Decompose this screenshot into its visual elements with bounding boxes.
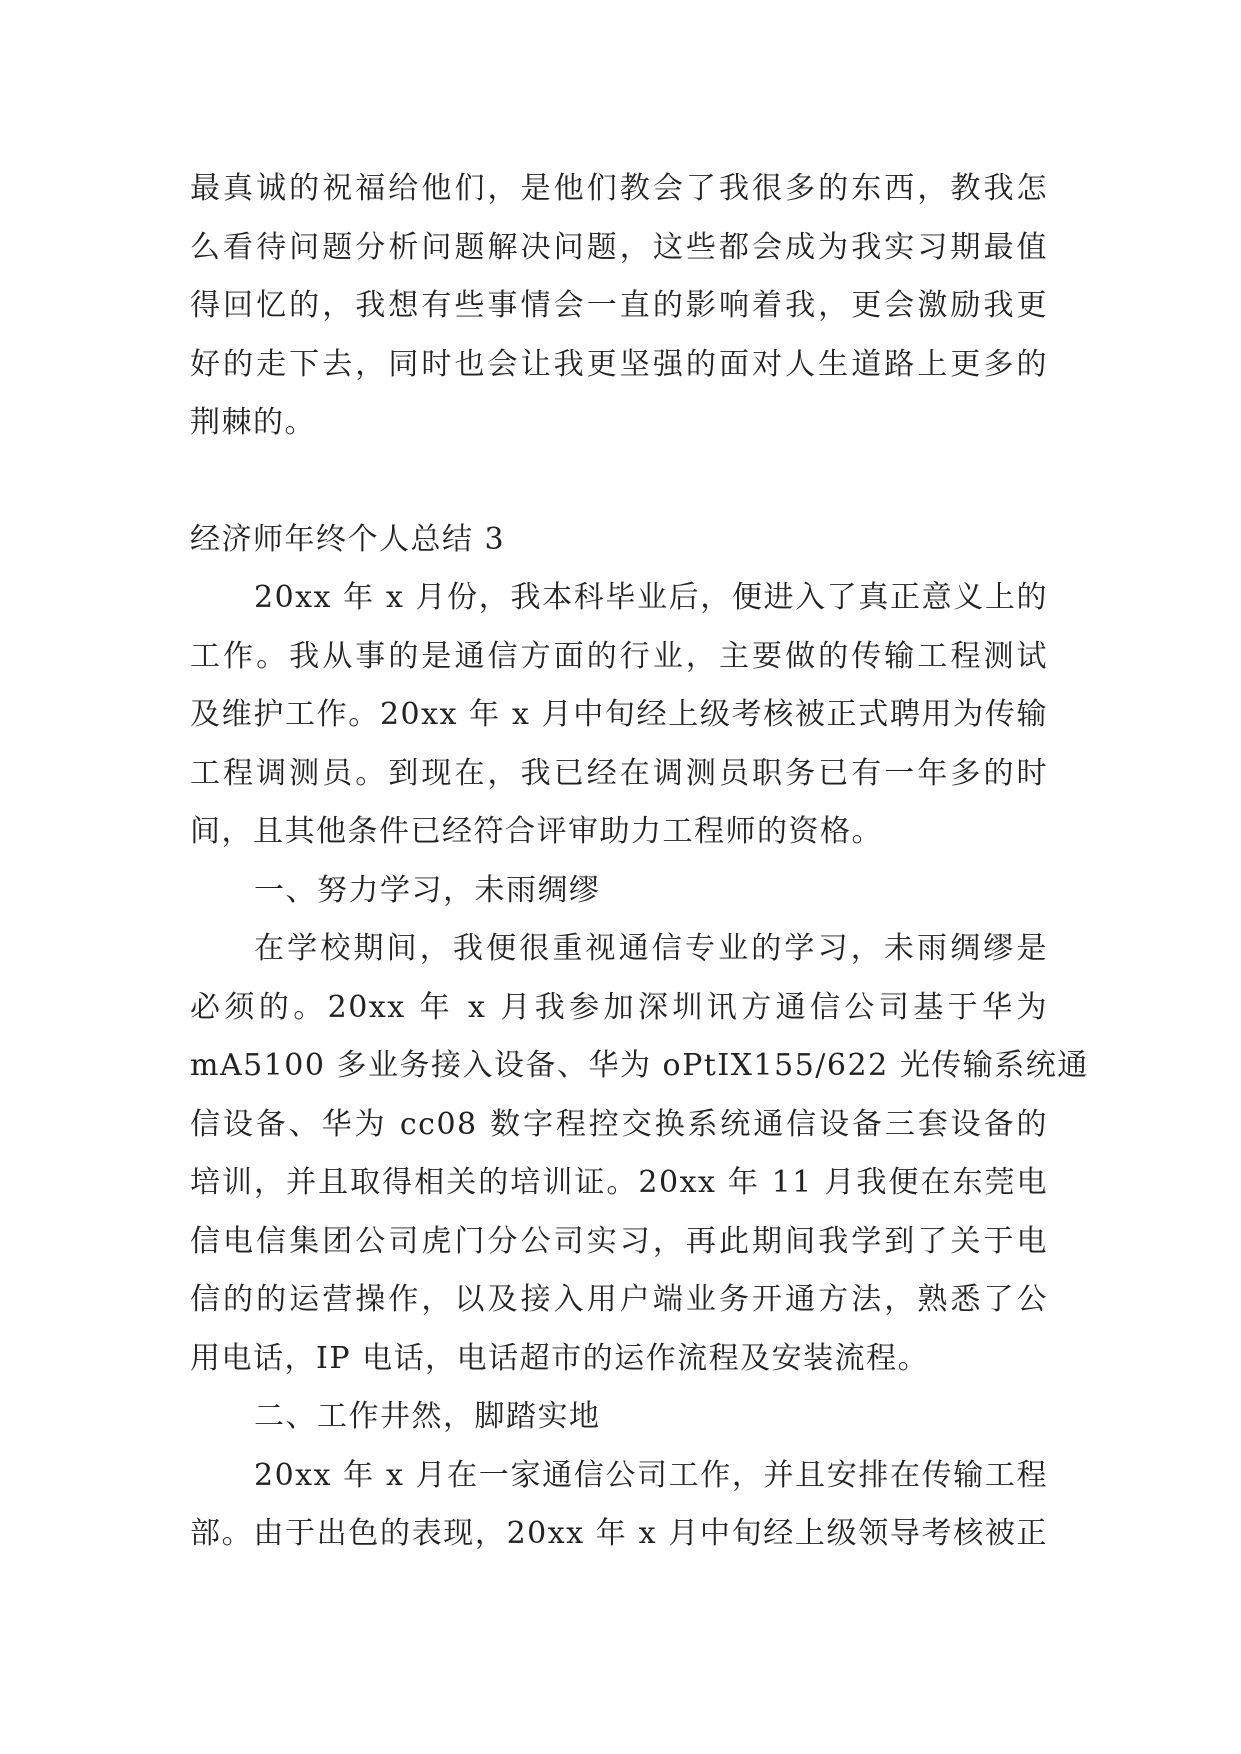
heading-2: 二、工作井然，脚踏实地 bbox=[254, 1399, 601, 1434]
text-line: 信设备、华为 cc08 数字程控交换系统通信设备三套设备的 bbox=[190, 1106, 1048, 1142]
paragraph-1 bbox=[190, 569, 1048, 862]
text-line: 信电信集团公司虎门分公司实习，再此期间我学到了关于电 bbox=[190, 1223, 1048, 1259]
text-line: 培训，并且取得相关的培训证。20xx 年 11 月我便在东莞电 bbox=[190, 1165, 1048, 1200]
text-line: 信的的运营操作，以及接入用户端业务开通方法，熟悉了公 bbox=[190, 1282, 1048, 1317]
paragraph-2 bbox=[190, 920, 1089, 1388]
text-line: 么看待问题分析问题解决问题，这些都会成为我实习期最值 bbox=[190, 229, 1048, 265]
paragraph-3 bbox=[190, 1447, 1048, 1564]
paragraph-gap bbox=[190, 453, 1048, 511]
text-line: 必须的。20xx 年 x 月我参加深圳讯方通信公司基于华为 bbox=[190, 989, 1048, 1025]
text-line: 好的走下去，同时也会让我更坚强的面对人生道路上更多的 bbox=[190, 346, 1048, 382]
document-body bbox=[190, 160, 1089, 1564]
text-line: 荆棘的。 bbox=[190, 405, 316, 440]
text-line: 得回忆的，我想有些事情会一直的影响着我，更会激励我更 bbox=[190, 288, 1048, 323]
text-line: 20xx 年 x 月份，我本科毕业后，便进入了真正意义上的 bbox=[254, 580, 1048, 615]
text-line: 及维护工作。20xx 年 x 月中旬经上级考核被正式聘用为传输 bbox=[190, 697, 1048, 732]
text-line: 部。由于出色的表现，20xx 年 x 月中旬经上级领导考核被正 bbox=[190, 1516, 1048, 1551]
intro-paragraph bbox=[190, 160, 1048, 453]
text-line: 间，且其他条件已经符合评审助力工程师的资格。 bbox=[190, 814, 883, 849]
section-title: 经济师年终个人总结 3 bbox=[190, 521, 506, 557]
text-line: 用电话，IP 电话，电话超市的运作流程及安装流程。 bbox=[190, 1340, 930, 1376]
heading-1: 一、努力学习，未雨绸缪 bbox=[254, 872, 601, 908]
text-line: 最真诚的祝福给他们，是他们教会了我很多的东西，教我怎 bbox=[190, 171, 1048, 206]
text-line: 20xx 年 x 月在一家通信公司工作，并且安排在传输工程 bbox=[254, 1457, 1048, 1493]
text-line: mA5100 多业务接入设备、华为 oPtIX155/622 光传输系统通 bbox=[190, 1048, 1089, 1083]
text-line: 工程调测员。到现在，我已经在调测员职务已有一年多的时 bbox=[190, 755, 1048, 791]
text-line: 在学校期间，我便很重视通信专业的学习，未雨绸缪是 bbox=[254, 931, 1048, 966]
text-line: 工作。我从事的是通信方面的行业，主要做的传输工程测试 bbox=[190, 638, 1048, 674]
